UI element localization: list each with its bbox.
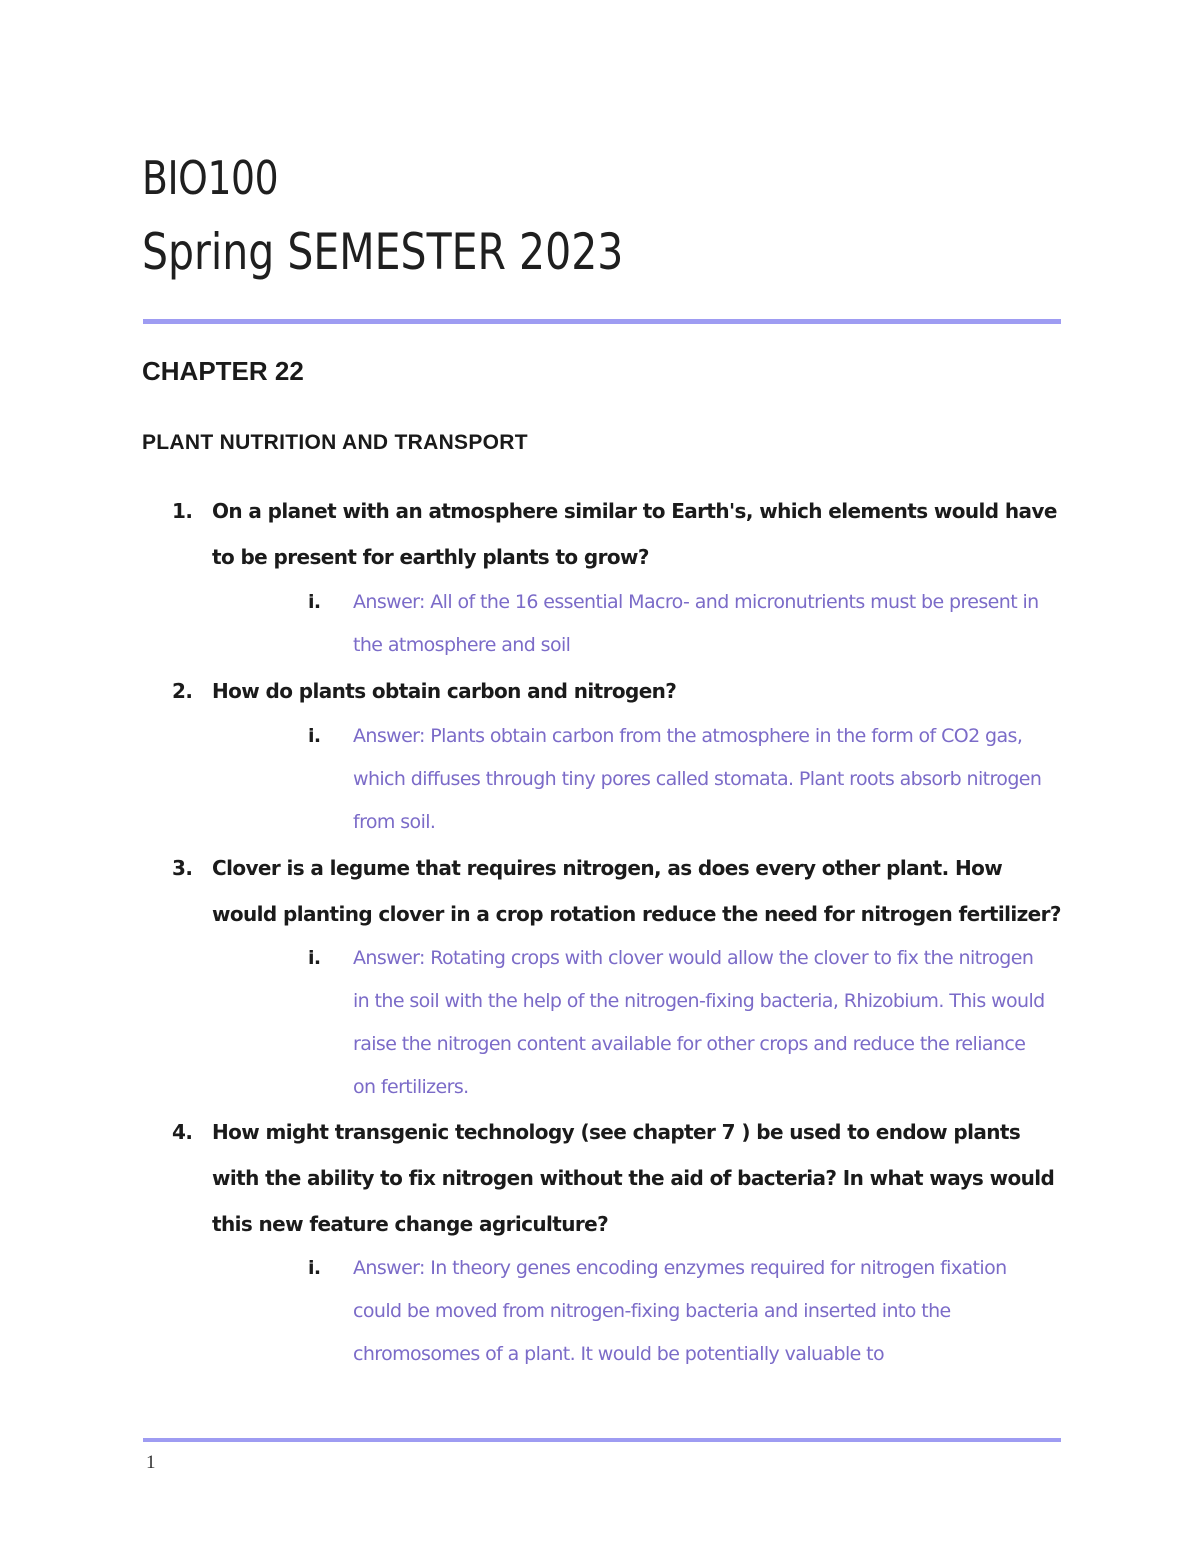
question-number: 3. bbox=[172, 856, 193, 880]
answer-1 bbox=[308, 581, 1068, 667]
question-1 bbox=[172, 488, 1072, 580]
chapter-heading: CHAPTER 22 bbox=[142, 356, 304, 386]
answer-number: i. bbox=[308, 591, 321, 613]
course-title: BIO100 bbox=[142, 151, 279, 205]
header-divider bbox=[143, 319, 1061, 324]
question-number: 2. bbox=[172, 679, 193, 703]
question-4 bbox=[172, 1109, 1072, 1247]
chapter-subtitle: PLANT NUTRITION AND TRANSPORT bbox=[142, 431, 528, 454]
answer-4 bbox=[308, 1247, 1068, 1376]
answer-number: i. bbox=[308, 947, 321, 969]
question-text: On a planet with an atmosphere similar to Earth's, which elements would have to be present for earthly plants to grow? bbox=[212, 499, 1057, 569]
answer-text: Answer: Plants obtain carbon from the atmosphere in the form of CO2 gas, which diffuses through tiny pores called stomata. Plant roots absorb nitrogen from soil. bbox=[353, 725, 1042, 833]
question-3 bbox=[172, 845, 1072, 937]
answer-number: i. bbox=[308, 725, 321, 747]
question-2 bbox=[172, 668, 1072, 714]
question-text: Clover is a legume that requires nitrogen, as does every other plant. How would planting clover in a crop rotation reduce the need for nitrogen fertilizer? bbox=[212, 856, 1061, 926]
question-text: How do plants obtain carbon and nitrogen? bbox=[212, 679, 677, 703]
page-number: 1 bbox=[146, 1452, 156, 1473]
answer-2 bbox=[308, 715, 1068, 844]
semester-title: Spring SEMESTER 2023 bbox=[142, 223, 624, 281]
question-number: 1. bbox=[172, 499, 193, 523]
answer-text: Answer: All of the 16 essential Macro- and micronutrients must be present in the atmosphere and soil bbox=[353, 591, 1039, 656]
answer-number: i. bbox=[308, 1257, 321, 1279]
question-number: 4. bbox=[172, 1120, 193, 1144]
question-text: How might transgenic technology (see chapter 7 ) be used to endow plants with the ability to fix nitrogen without the aid of bacteria? In what ways would this new feature change agriculture? bbox=[212, 1120, 1055, 1236]
answer-text: Answer: In theory genes encoding enzymes required for nitrogen fixation could be moved from nitrogen-fixing bacteria and inserted into the chromosomes of a plant. It would be potentially valuable to bbox=[353, 1257, 1007, 1365]
footer-divider bbox=[143, 1438, 1061, 1442]
answer-3 bbox=[308, 937, 1068, 1109]
answer-text: Answer: Rotating crops with clover would allow the clover to fix the nitrogen in the soil with the help of the nitrogen-fixing bacteria, Rhizobium. This would raise the nitrogen content available for other crops and reduce the reliance on fertilizers. bbox=[353, 947, 1045, 1098]
